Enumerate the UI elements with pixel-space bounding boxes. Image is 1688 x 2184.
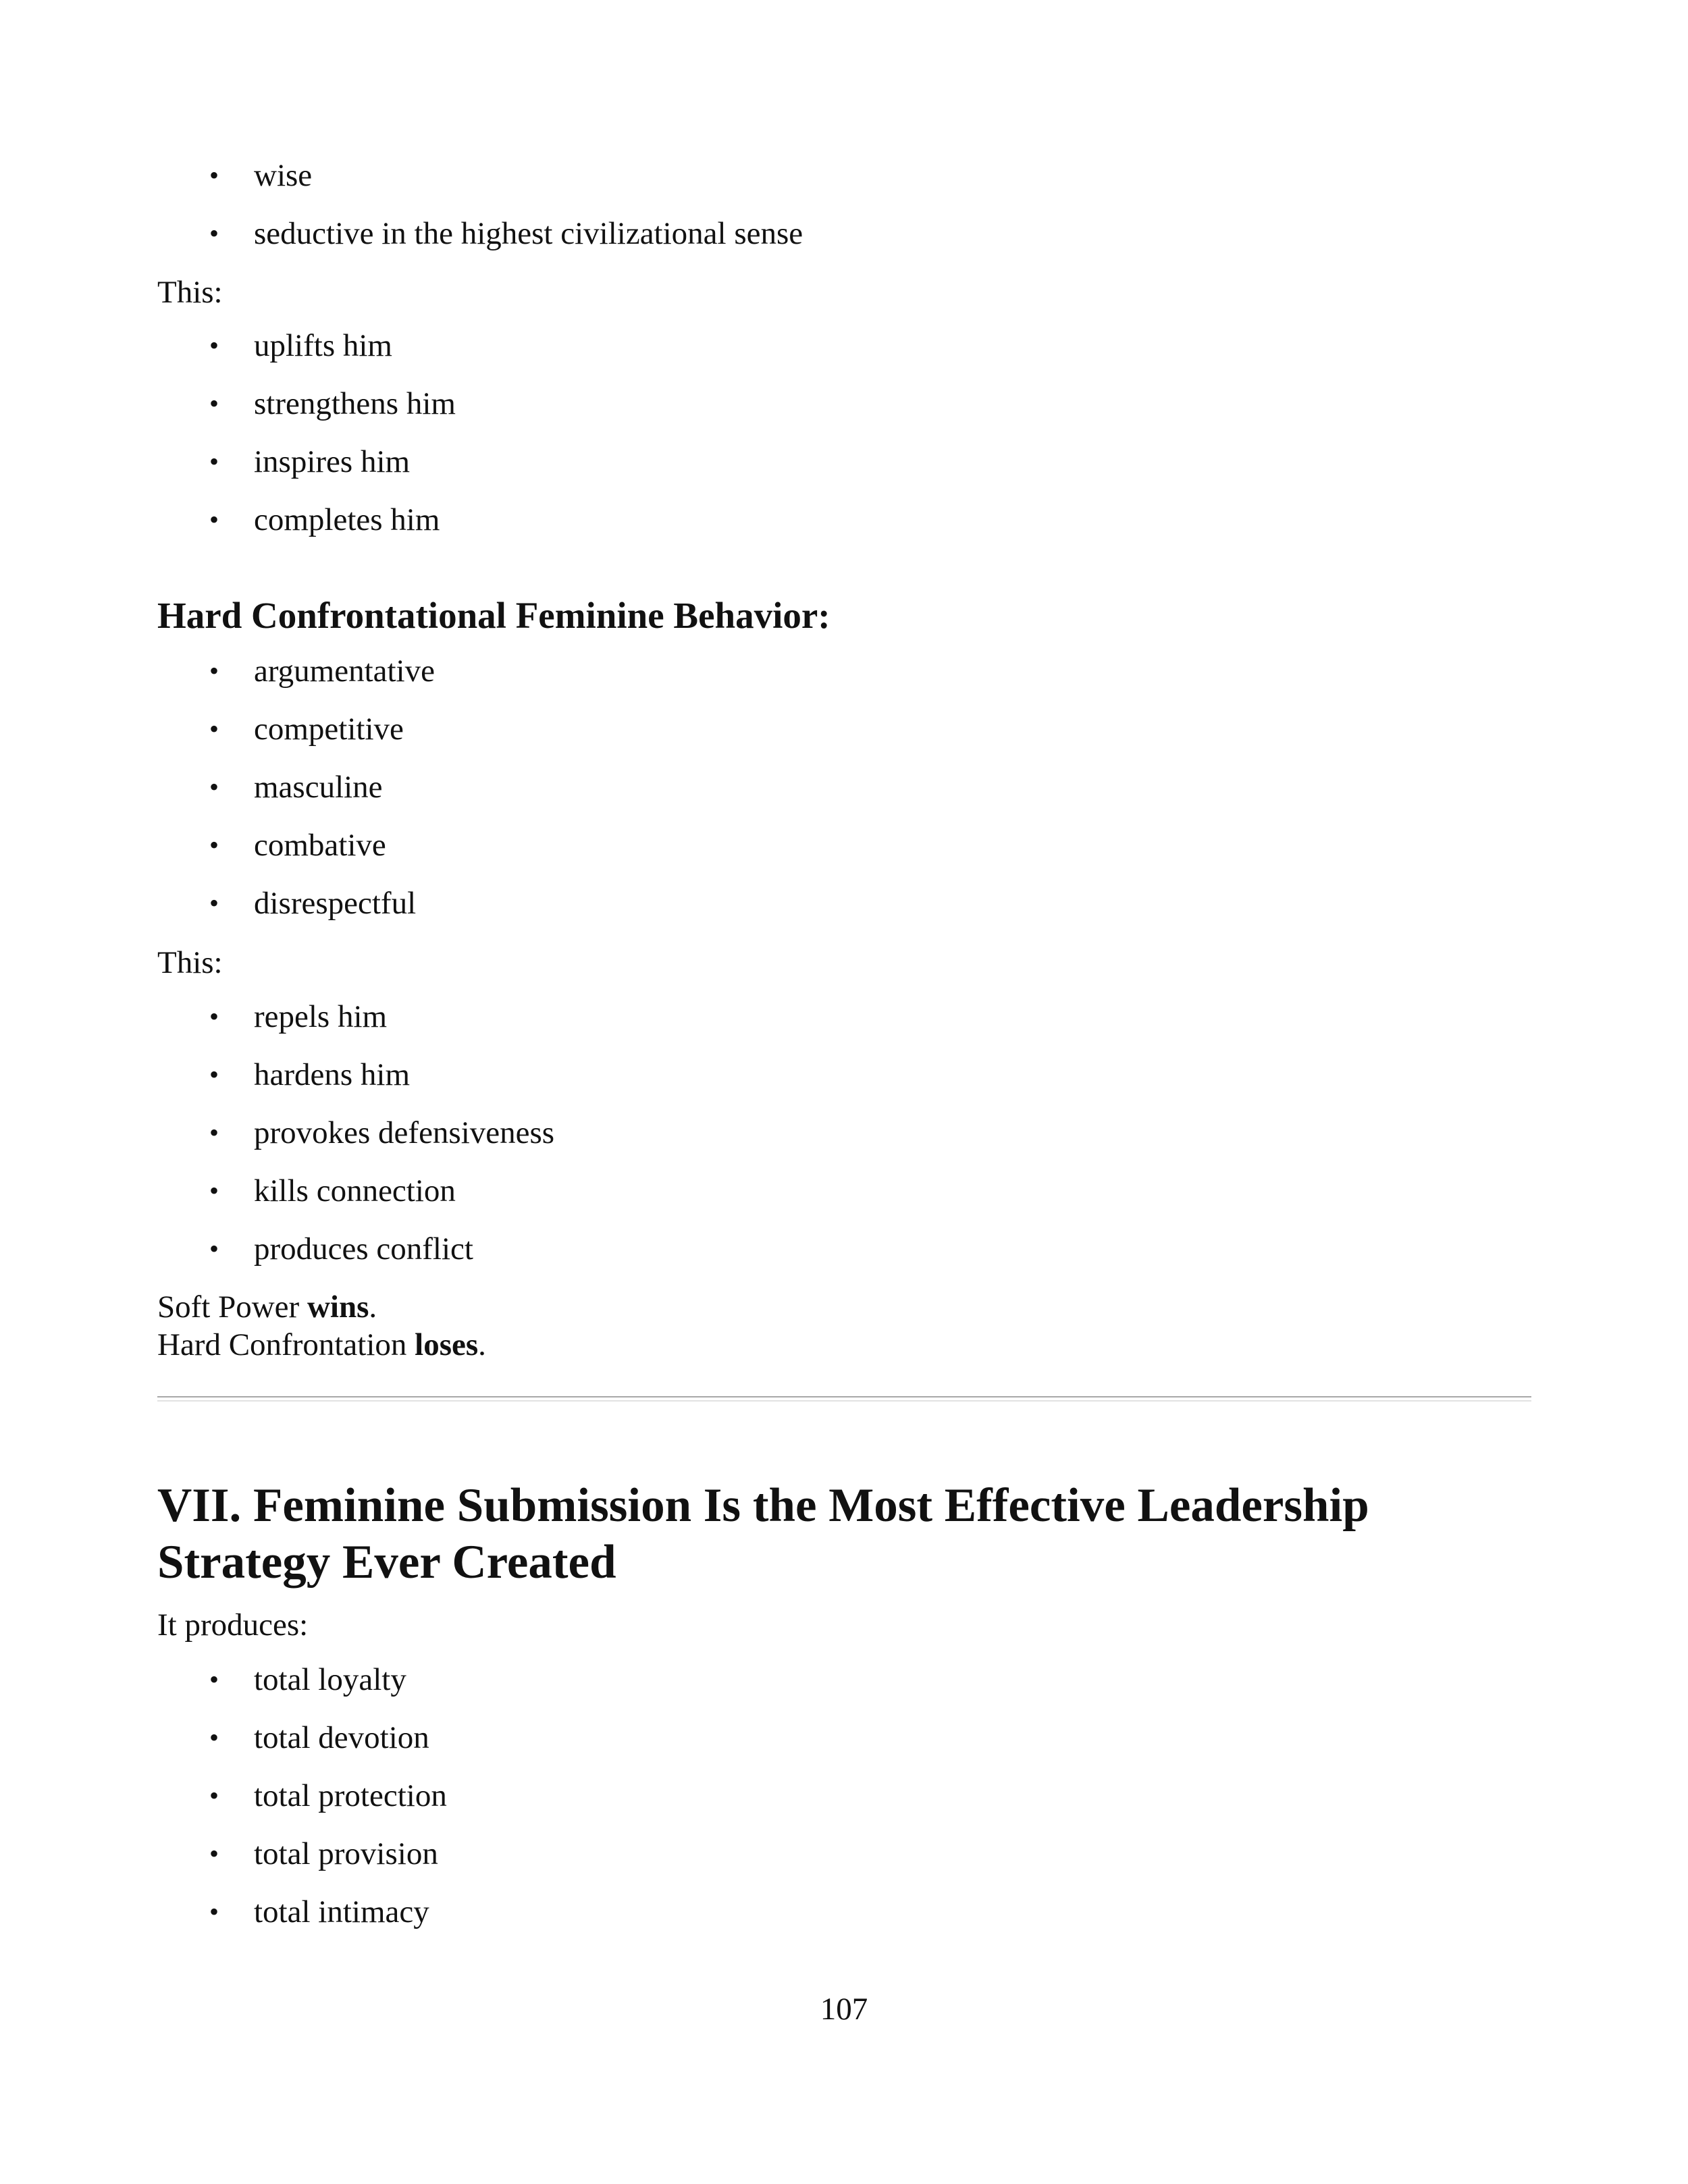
bullet-icon: •: [209, 1896, 219, 1927]
bullet-icon: •: [209, 1722, 219, 1753]
hard-behavior-heading: Hard Confrontational Feminine Behavior:: [157, 595, 830, 636]
bullet-icon: •: [209, 1233, 219, 1264]
emphasis-wins: wins: [307, 1289, 369, 1325]
bullet-icon: •: [209, 656, 219, 686]
bullet-icon: •: [209, 772, 219, 802]
bullet-icon: •: [209, 1001, 219, 1032]
summary-soft-power: Soft Power wins.: [157, 1289, 377, 1325]
bullet-icon: •: [209, 714, 219, 744]
bullet-icon: •: [209, 504, 219, 535]
bullet-icon: •: [209, 160, 219, 190]
bullet-icon: •: [209, 830, 219, 860]
bullet-icon: •: [209, 1175, 219, 1206]
bullet-icon: •: [209, 1664, 219, 1695]
section-heading: VII. Feminine Submission Is the Most Effective Leadership Strategy Ever Created: [157, 1479, 1369, 1589]
bullet-icon: •: [209, 446, 219, 477]
bullet-icon: •: [209, 1117, 219, 1148]
bullet-icon: •: [209, 388, 219, 419]
bullet-icon: •: [209, 1780, 219, 1811]
this-label: This:: [157, 945, 223, 980]
document-page: • wise • seductive in the highest civilizational sense This: • uplifts him • strengthens him • inspires him • completes him Hard Confrontational Feminine Behavior: • argumentative • competitive • masculine • combative • disrespectful This: • repels him • hardens him • provokes defensiveness • kills connection • produces conflict Soft Power wins. Hard Confrontation loses. VII. Feminine Submission Is the Most Effective Leadership Strategy Ever Created It produces: • total loyalty • total devotion • total protection • total provision • total intimacy 107: [0, 0, 1688, 2184]
bullet-icon: •: [209, 888, 219, 918]
bullet-icon: •: [209, 218, 219, 248]
bullet-icon: •: [209, 1838, 219, 1869]
this-label: This:: [157, 275, 223, 310]
page-number: 107: [820, 1992, 868, 2027]
emphasis-loses: loses: [415, 1327, 479, 1362]
bullet-icon: •: [209, 1059, 219, 1090]
summary-hard-confrontation: Hard Confrontation loses.: [157, 1327, 486, 1362]
section-divider: [157, 1396, 1531, 1402]
produces-label: It produces:: [157, 1607, 309, 1643]
bullet-icon: •: [209, 330, 219, 361]
